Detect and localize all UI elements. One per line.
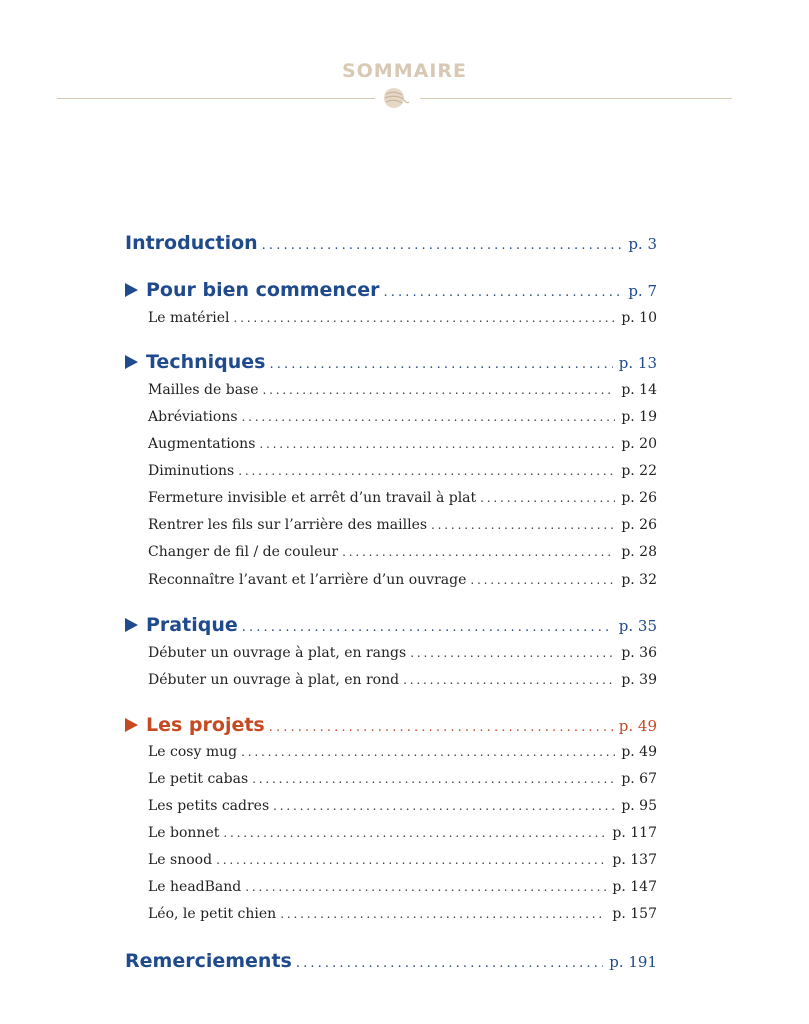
page-number: p. 49 <box>618 717 657 735</box>
dot-leader <box>342 545 615 559</box>
page-number: p. 14 <box>621 382 657 398</box>
toc-entry-introduction[interactable] <box>125 232 657 254</box>
dot-leader <box>216 853 606 867</box>
dot-leader <box>223 826 606 840</box>
triangle-arrow-icon <box>125 618 138 632</box>
page-number: p. 39 <box>621 672 657 688</box>
toc-item-label: Changer de fil / de couleur <box>148 544 339 560</box>
dot-leader <box>262 238 623 253</box>
page-header <box>0 0 809 120</box>
toc-section-commencer[interactable] <box>125 279 657 301</box>
toc-item[interactable] <box>148 572 657 588</box>
page-number: p. 147 <box>612 879 657 895</box>
page-number: p. 28 <box>621 544 657 560</box>
toc-section-techniques[interactable] <box>125 351 657 373</box>
header-rule-left <box>57 98 375 99</box>
page-number: p. 35 <box>618 617 657 635</box>
dot-leader <box>280 907 606 921</box>
dot-leader <box>242 620 613 635</box>
toc-item-label: Le cosy mug <box>148 744 238 760</box>
toc-item-label: Rentrer les fils sur l’arrière des mailles <box>148 517 428 533</box>
toc-heading: Pour bien commencer <box>146 279 380 301</box>
page-number: p. 7 <box>628 282 657 300</box>
toc-section-projets[interactable] <box>125 714 657 736</box>
page-number: p. 26 <box>621 517 657 533</box>
page-number: p. 22 <box>621 463 657 479</box>
toc-item[interactable] <box>148 879 657 895</box>
toc-item-label: Débuter un ouvrage à plat, en rangs <box>148 645 407 661</box>
toc-item[interactable] <box>148 382 657 398</box>
toc-entry-remerciements[interactable] <box>125 950 657 972</box>
toc-item-label: Les petits cadres <box>148 798 270 814</box>
page-number: p. 67 <box>621 771 657 787</box>
dot-leader <box>238 464 615 478</box>
toc-item-label: Reconnaître l’avant et l’arrière d’un ouvrage <box>148 572 467 588</box>
page-number: p. 36 <box>621 645 657 661</box>
toc-item-label: Le petit cabas <box>148 771 249 787</box>
dot-leader <box>480 491 615 505</box>
toc-item[interactable] <box>148 544 657 560</box>
toc-section-pratique[interactable] <box>125 614 657 636</box>
dot-leader <box>410 646 615 660</box>
toc-heading: Remerciements <box>125 950 292 972</box>
triangle-arrow-icon <box>125 283 138 297</box>
toc-item[interactable] <box>148 798 657 814</box>
toc-item[interactable] <box>148 409 657 425</box>
toc-item[interactable] <box>148 825 657 841</box>
toc-item[interactable] <box>148 672 657 688</box>
page-number: p. 32 <box>621 572 657 588</box>
triangle-arrow-icon <box>125 355 138 369</box>
page-number: p. 49 <box>621 744 657 760</box>
toc-item-label: Le bonnet <box>148 825 220 841</box>
page-number: p. 157 <box>612 906 657 922</box>
toc-heading: Introduction <box>125 232 258 254</box>
page-number: p. 117 <box>612 825 657 841</box>
toc-item[interactable] <box>148 852 657 868</box>
dot-leader <box>259 437 615 451</box>
dot-leader <box>252 772 615 786</box>
toc-item-label: Le headBand <box>148 879 242 895</box>
toc-item-label: Débuter un ouvrage à plat, en rond <box>148 672 400 688</box>
toc-heading: Pratique <box>146 614 238 636</box>
toc-item-label: Léo, le petit chien <box>148 906 277 922</box>
toc-item[interactable] <box>148 744 657 760</box>
dot-leader <box>273 799 615 813</box>
toc-item-label: Fermeture invisible et arrêt d’un travail à plat <box>148 490 477 506</box>
toc-item[interactable] <box>148 771 657 787</box>
toc-item-label: Le snood <box>148 852 213 868</box>
header-rule-right <box>420 98 732 99</box>
dot-leader <box>431 518 615 532</box>
page-number: p. 191 <box>609 953 657 971</box>
page-number: p. 137 <box>612 852 657 868</box>
toc-item[interactable] <box>148 463 657 479</box>
page-number: p. 95 <box>621 798 657 814</box>
toc-item[interactable] <box>148 906 657 922</box>
toc-heading: Techniques <box>146 351 266 373</box>
page-number: p. 26 <box>621 490 657 506</box>
dot-leader <box>269 720 613 735</box>
toc-item-label: Augmentations <box>148 436 256 452</box>
dot-leader <box>269 357 612 372</box>
page-number: p. 19 <box>621 409 657 425</box>
toc-item[interactable] <box>148 436 657 452</box>
dot-leader <box>263 383 616 397</box>
toc-item[interactable] <box>148 645 657 661</box>
page-number: p. 10 <box>621 310 657 326</box>
triangle-arrow-icon <box>125 718 138 732</box>
toc-item[interactable] <box>148 490 657 506</box>
dot-leader <box>470 573 615 587</box>
toc-item-label: Abréviations <box>148 409 238 425</box>
dot-leader <box>296 956 603 971</box>
toc-item[interactable] <box>148 517 657 533</box>
dot-leader <box>242 410 616 424</box>
page-number: p. 13 <box>618 354 657 372</box>
page-number: p. 3 <box>628 235 657 253</box>
page-number: p. 20 <box>621 436 657 452</box>
toc-item-label: Le matériel <box>148 310 230 326</box>
page-title: SOMMAIRE <box>341 60 468 82</box>
dot-leader <box>403 673 615 687</box>
dot-leader <box>383 285 622 300</box>
toc-item-label: Mailles de base <box>148 382 259 398</box>
yarn-ball-icon <box>380 86 410 110</box>
toc-heading: Les projets <box>146 714 265 736</box>
toc-item[interactable] <box>148 310 657 326</box>
dot-leader <box>245 880 606 894</box>
toc-item-label: Diminutions <box>148 463 235 479</box>
dot-leader <box>234 311 616 325</box>
dot-leader <box>241 745 615 759</box>
